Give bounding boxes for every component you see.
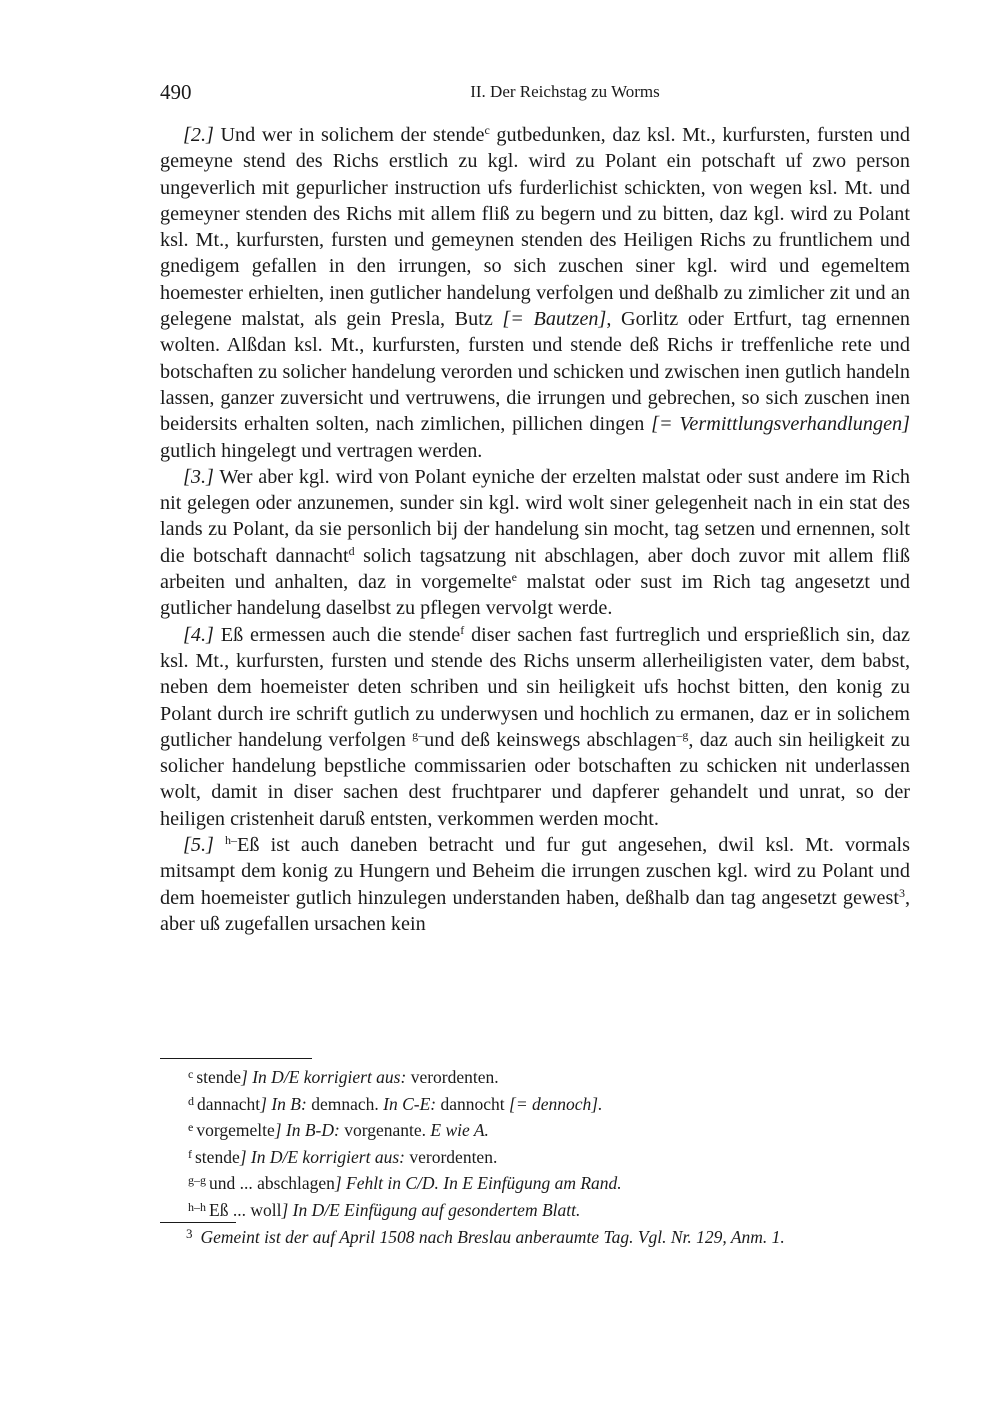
text-run: gutlich hingelegt und vertragen werden.	[160, 439, 483, 462]
text-run	[214, 834, 225, 856]
apparatus-lemma: stende	[195, 1146, 240, 1167]
text-run: diser sachen fast furtreglich und ersprießlich sin, daz ksl. Mt., kurfursten, fursten und stende des Richs unserm allerheiligisten vater, dem babst, neben dem hoemeister deten schriben und sin heiligkeit ufs hochst bitten, den konig zu Polant durch ire schrift gutlich zu underwysen und hochlich zu ermanen, daz er in solichem gutlicher handelung verfolgen	[160, 623, 910, 751]
apparatus-mark: c	[188, 1067, 194, 1081]
editorial-italic: ] In D/E korrigiert aus:	[241, 1067, 411, 1087]
editorial-italic: ] In D/E Einfügung auf gesondertem Blatt.	[281, 1199, 581, 1220]
text-run: verordenten.	[409, 1146, 498, 1167]
apparatus-lemma: dannacht	[197, 1093, 261, 1114]
text-run: vorgenante.	[344, 1120, 431, 1141]
paragraph-number: [2.]	[183, 124, 214, 146]
text-run: gutbedunken, daz ksl. Mt., kurfursten, fursten und gemeyne stend des Richs erstlich zu kgl. wird zu Polant ein potschaft uf zwo person ungeverlich mit gepurlicher instruction ufs furderlichist schickten, von wegen ksl. Mt. und gemeyner stenden des Richs mit allem fliß zu begern und zu bitten, daz kgl. wird zu Polant ksl. Mt., kurfursten, fursten und gemeynen stenden des Heiligen Richs zu fruntlichem und gnedigem gefallen in den irrungen, so sich zuschen siner kgl. wird und egemeltem hoemester erhielten, inen gutlicher handelung verfolgen und deßhalb zu zimlicher zit und an gelegene malstat, als gein Presla, Butz	[160, 124, 910, 331]
editorial-italic: ] In B:	[260, 1093, 312, 1114]
apparatus-mark: e	[188, 1120, 194, 1135]
apparatus-lemma: vorgemelte	[196, 1120, 275, 1141]
editorial-italic: E wie A.	[430, 1120, 489, 1141]
apparatus-note	[160, 1143, 910, 1170]
text-run: und deß keinswegs abschlagen	[424, 728, 677, 751]
apparatus-mark: f	[188, 1146, 192, 1161]
apparatus-mark: h–h	[188, 1199, 206, 1214]
paragraph-number: [4.]	[183, 623, 214, 646]
apparatus-mark: g–g	[188, 1173, 206, 1188]
apparatus-note	[160, 1090, 910, 1117]
apparatus-mark: d	[188, 1093, 194, 1108]
text-run: Eß ist auch daneben betracht und fur gut angesehen, dwil ksl. Mt. vormals mitsampt dem konig zu Hungern und Beheim die irrungen zuschen kgl. wird zu Polant und dem hoemeister gutlich hinzulegen understanden haben, deßhalb dan tag angesetzt gewest	[160, 834, 910, 909]
paragraph-4	[160, 622, 910, 832]
text-run: Und wer in solichem der stende	[213, 124, 485, 146]
editorial-italic: ] In D/E korrigiert aus:	[239, 1146, 410, 1167]
paragraph-5	[160, 832, 910, 937]
page-number: 490	[160, 80, 192, 104]
note-marker: d	[348, 543, 355, 558]
editorial-italic: ] Fehlt in C/D. In E Einfügung am Rand.	[334, 1173, 622, 1194]
editorial-italic: ] In B-D:	[274, 1120, 345, 1141]
note-marker: –g	[676, 727, 689, 742]
text-run: malstat oder sust im Rich tag angesetzt und gutlicher handelung daselbst zu pflegen vervolgt werde.	[160, 571, 910, 620]
apparatus-lemma: und ... abschlagen	[209, 1173, 335, 1194]
editorial-italic: [= Vermittlungsverhandlungen]	[651, 413, 910, 436]
note-marker: f	[460, 622, 465, 637]
apparatus-note	[160, 1116, 910, 1143]
running-head: II. Der Reichstag zu Worms	[470, 82, 660, 101]
apparatus-note	[160, 1063, 910, 1090]
paragraph-number: [5.]	[183, 834, 214, 857]
note-marker: 3	[898, 885, 905, 900]
footnote-3	[186, 1226, 916, 1248]
text-run: dannocht	[440, 1093, 510, 1114]
page-header	[160, 80, 910, 108]
apparatus-note	[160, 1169, 910, 1196]
paragraph-number: [3.]	[183, 465, 214, 488]
text-run: Wer aber kgl. wird von Polant eyniche der erzelten malstat oder sust andere im Rich nit gelegen oder anzunemen, sunder sin kgl. wird wolt siner gelegenheit nach in ein stat des lands zu Polant, da sie personlich bij der handelung sin mocht, tag setzen und ernennen, solt die botschaft dannacht	[160, 465, 910, 567]
apparatus-lemma: stende	[196, 1067, 242, 1087]
text-run: demnach.	[311, 1093, 384, 1114]
paragraph-2	[160, 122, 910, 464]
footnote-text: Gemeint ist der auf April 1508 nach Breslau anberaumte Tag. Vgl. Nr. 129, Anm. 1.	[200, 1227, 785, 1247]
editorial-italic: In C-E:	[383, 1093, 441, 1114]
apparatus-note	[160, 1196, 910, 1223]
note-marker: g–	[412, 727, 425, 742]
text-run: Eß ermessen auch die stende	[213, 623, 461, 646]
footnote-mark: 3	[186, 1226, 193, 1241]
apparatus-lemma: Eß ... woll	[209, 1199, 282, 1220]
text-run: verordenten.	[410, 1067, 499, 1087]
apparatus-rule	[160, 1058, 312, 1059]
paragraph-3	[160, 464, 910, 622]
main-text	[160, 122, 910, 937]
text-run: , daz auch sin heiligkeit zu solicher handelung bepstliche commissarien oder botschaften zu schicken nit underlassen wolt, damit in diser sachen dest fruchtparer und dapferer gehandelt und unrat, so der heiligen cristenheit daruß entsten, verkommen werden mocht.	[160, 728, 910, 830]
text-run: , aber uß zugefallen ursachen kein	[160, 886, 910, 935]
note-marker: c	[484, 123, 490, 137]
note-marker: e	[511, 570, 517, 585]
text-run: solich tagsatzung nit abschlagen, aber doch zuvor mit allem fliß arbeiten und anhalten, daz in vorgemelte	[160, 544, 911, 594]
editorial-italic: [= dennoch].	[509, 1093, 603, 1114]
critical-apparatus	[160, 1063, 910, 1223]
footnote-rule	[160, 1222, 236, 1223]
text-run: , Gorlitz oder Ertfurt, tag ernennen wolten. Alßdan ksl. Mt., kurfursten, fursten und stende deß Richs ir treffenliche rete und botschaften zu solicher handelung verorden und schicken und zwischen inen gutlich handeln lassen, ganzer zuversicht und vertruwens, die irrungen und gebrechen, so sich zuschen inen beidersits erhalten solten, nach zimlichen, pillichen dingen	[160, 308, 911, 436]
editorial-italic: [= Bautzen]	[502, 308, 607, 331]
note-marker: h–	[225, 833, 238, 848]
